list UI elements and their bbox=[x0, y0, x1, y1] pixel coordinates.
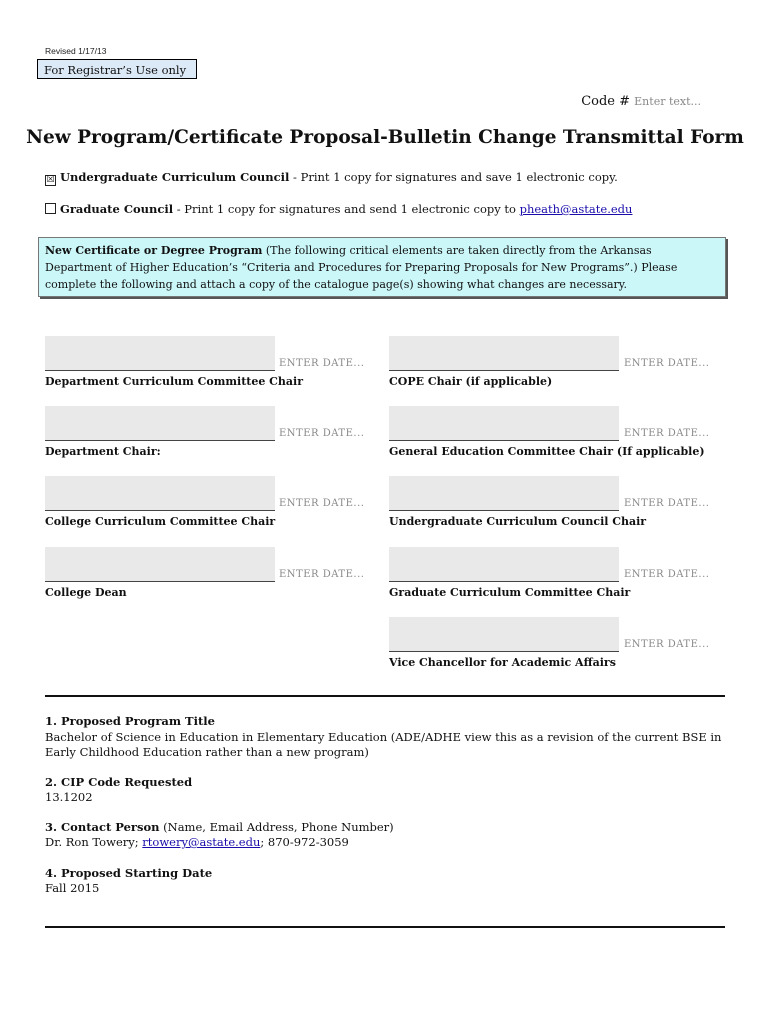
registrar-use-box: For Registrar’s Use only bbox=[37, 59, 197, 79]
question-answer[interactable] bbox=[45, 835, 725, 850]
question-title: 1. Proposed Program Title bbox=[45, 714, 215, 728]
notice-heading: New Certificate or Degree Program bbox=[45, 244, 263, 257]
signature-label: COPE Chair (if applicable) bbox=[389, 375, 553, 388]
contact-phone: ; 870-972-3059 bbox=[260, 835, 349, 849]
undergraduate-council-option[interactable] bbox=[45, 170, 618, 186]
question-title: 2. CIP Code Requested bbox=[45, 775, 193, 789]
date-input[interactable]: ENTER DATE... bbox=[624, 358, 710, 369]
signature-block bbox=[389, 406, 710, 458]
signature-label: Vice Chancellor for Academic Affairs bbox=[389, 656, 616, 669]
signature-label: Department Curriculum Committee Chair bbox=[45, 375, 304, 388]
signature-line[interactable] bbox=[389, 406, 619, 441]
date-input[interactable]: ENTER DATE... bbox=[279, 569, 365, 580]
page-title: New Program/Certificate Proposal-Bulletin Change Transmittal Form bbox=[26, 127, 744, 148]
signature-block bbox=[389, 617, 710, 669]
date-input[interactable]: ENTER DATE... bbox=[279, 498, 365, 509]
signature-label: General Education Committee Chair (If applicable) bbox=[389, 445, 705, 458]
signature-line[interactable] bbox=[389, 547, 619, 582]
graduate-council-desc: - Print 1 copy for signatures and send 1 electronic copy to bbox=[173, 202, 520, 216]
signature-block bbox=[45, 336, 365, 388]
code-label: Code # bbox=[581, 94, 631, 109]
date-input[interactable]: ENTER DATE... bbox=[624, 498, 710, 509]
signature-block bbox=[389, 547, 710, 599]
question-answer[interactable]: 13.1202 bbox=[45, 790, 93, 804]
signature-block bbox=[389, 336, 710, 388]
code-field[interactable] bbox=[581, 94, 701, 109]
date-input[interactable]: ENTER DATE... bbox=[624, 639, 710, 650]
signature-label: Department Chair: bbox=[45, 445, 161, 458]
date-input[interactable]: ENTER DATE... bbox=[624, 569, 710, 580]
graduate-council-label: Graduate Council bbox=[60, 202, 174, 216]
signature-label: Undergraduate Curriculum Council Chair bbox=[389, 515, 647, 528]
question-title: 4. Proposed Starting Date bbox=[45, 866, 213, 880]
contact-email-link[interactable]: rtowery@astate.edu bbox=[142, 835, 261, 849]
date-input[interactable]: ENTER DATE... bbox=[624, 428, 710, 439]
signature-line[interactable] bbox=[389, 336, 619, 371]
signature-line[interactable] bbox=[389, 617, 619, 652]
date-input[interactable]: ENTER DATE... bbox=[279, 358, 365, 369]
divider bbox=[45, 926, 725, 928]
signature-line[interactable] bbox=[389, 476, 619, 511]
question-title-text: 3. Contact Person bbox=[45, 820, 160, 834]
notice-text: (The following critical elements are taken directly from the Arkansas Department of Higher Education’s “Criteria and Procedures for Preparing Proposals for New Programs”.) Please complete the following and attach a copy of the catalogue page(s) showing what changes are necessary. bbox=[45, 244, 678, 291]
divider bbox=[45, 695, 725, 697]
signature-line[interactable] bbox=[45, 547, 275, 582]
signature-label: College Dean bbox=[45, 586, 127, 599]
graduate-council-option[interactable] bbox=[45, 202, 632, 216]
signature-label: College Curriculum Committee Chair bbox=[45, 515, 276, 528]
undergraduate-council-desc: - Print 1 copy for signatures and save 1 electronic copy. bbox=[289, 170, 618, 184]
signature-line[interactable] bbox=[45, 336, 275, 371]
question-answer[interactable]: Fall 2015 bbox=[45, 881, 100, 895]
signature-line[interactable] bbox=[45, 476, 275, 511]
signature-block bbox=[45, 547, 365, 599]
undergraduate-council-label: Undergraduate Curriculum Council bbox=[60, 170, 290, 184]
signature-block bbox=[45, 406, 365, 458]
notice-box bbox=[38, 237, 726, 297]
graduate-checkbox[interactable] bbox=[45, 203, 56, 214]
revision-date: Revised 1/17/13 bbox=[45, 46, 107, 56]
question-answer[interactable]: Bachelor of Science in Education in Elementary Education (ADE/ADHE view this as a revision of the current BSE in Early Childhood Education rather than a new program) bbox=[45, 730, 722, 759]
contact-name: Dr. Ron Towery; bbox=[45, 835, 143, 849]
date-input[interactable]: ENTER DATE... bbox=[279, 428, 365, 439]
signature-block bbox=[389, 476, 710, 528]
signature-label: Graduate Curriculum Committee Chair bbox=[389, 586, 631, 599]
signature-line[interactable] bbox=[45, 406, 275, 441]
undergraduate-checkbox[interactable]: ☒ bbox=[46, 175, 55, 185]
question-title bbox=[45, 820, 394, 834]
code-input[interactable]: Enter text... bbox=[634, 95, 701, 108]
graduate-email-link[interactable]: pheath@astate.edu bbox=[519, 202, 633, 216]
signature-block bbox=[45, 476, 365, 528]
question-note: (Name, Email Address, Phone Number) bbox=[159, 820, 394, 834]
